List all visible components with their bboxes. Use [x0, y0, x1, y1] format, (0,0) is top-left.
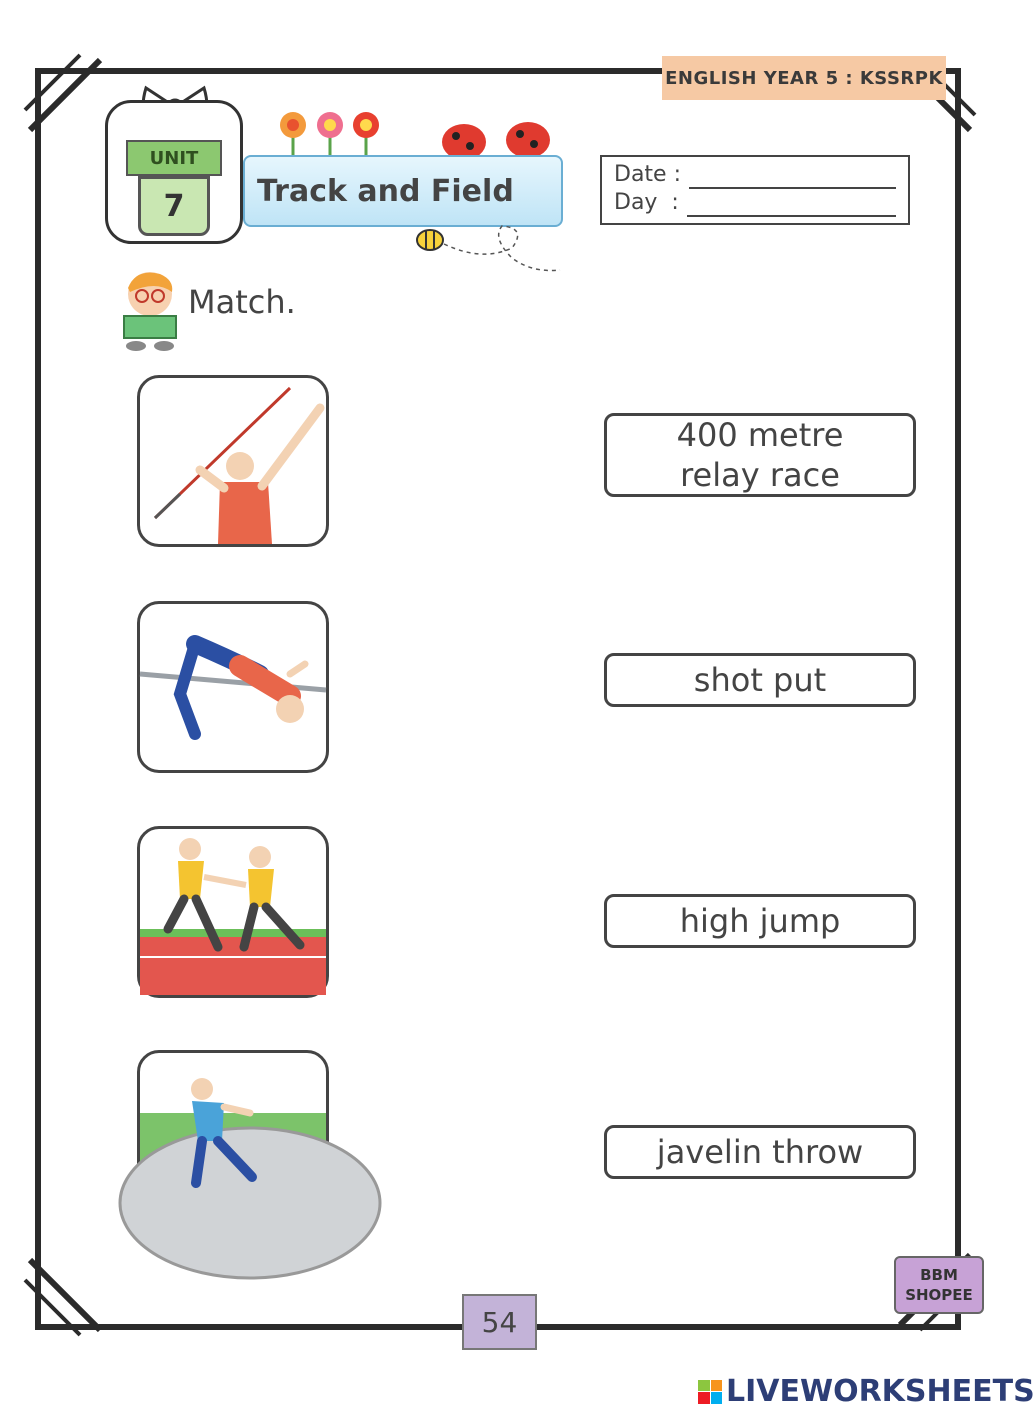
relay-race-illustration-icon [140, 829, 326, 995]
word-line: high jump [679, 902, 841, 940]
bbm-shopee-badge [894, 1256, 984, 1314]
date-day-box [600, 155, 910, 225]
word-box-high-jump[interactable] [604, 894, 916, 948]
high-jump-picture[interactable] [137, 601, 329, 773]
date-label: Date : [614, 162, 681, 187]
lesson-title: Track and Field [243, 155, 563, 227]
shot-put-illustration-icon [140, 1053, 326, 1219]
unit-label: UNIT [126, 140, 222, 176]
word-box-relay-race[interactable] [604, 413, 916, 497]
day-field[interactable] [687, 195, 896, 217]
brand-name: LIVEWORKSHEETS [726, 1374, 1035, 1409]
liveworksheets-logo-icon [698, 1380, 722, 1404]
bee-icon [412, 218, 562, 276]
subject-tag: ENGLISH YEAR 5 : KSSRPK [662, 56, 946, 100]
javelin-throw-illustration-icon [140, 378, 326, 544]
shot-put-picture[interactable] [137, 1050, 329, 1222]
relay-race-picture[interactable] [137, 826, 329, 998]
instruction-text: Match. [188, 283, 296, 321]
unit-number: 7 [138, 176, 210, 236]
boy-reading-icon [116, 266, 184, 352]
high-jump-illustration-icon [140, 604, 326, 770]
word-line: 400 metre [676, 416, 844, 454]
corner-ribbon-icon [20, 1245, 140, 1345]
javelin-throw-picture[interactable] [137, 375, 329, 547]
date-field[interactable] [689, 167, 896, 189]
flowers-icon [276, 105, 386, 160]
liveworksheets-brand[interactable] [698, 1374, 1035, 1409]
page-number: 54 [462, 1294, 537, 1350]
day-label: Day : [614, 190, 679, 215]
badge-line: BBM [920, 1266, 958, 1284]
word-line: shot put [693, 661, 827, 699]
badge-line: SHOPEE [905, 1286, 973, 1304]
word-box-javelin-throw[interactable] [604, 1125, 916, 1179]
word-line: relay race [680, 456, 840, 494]
word-box-shot-put[interactable] [604, 653, 916, 707]
word-line: javelin throw [656, 1133, 864, 1171]
